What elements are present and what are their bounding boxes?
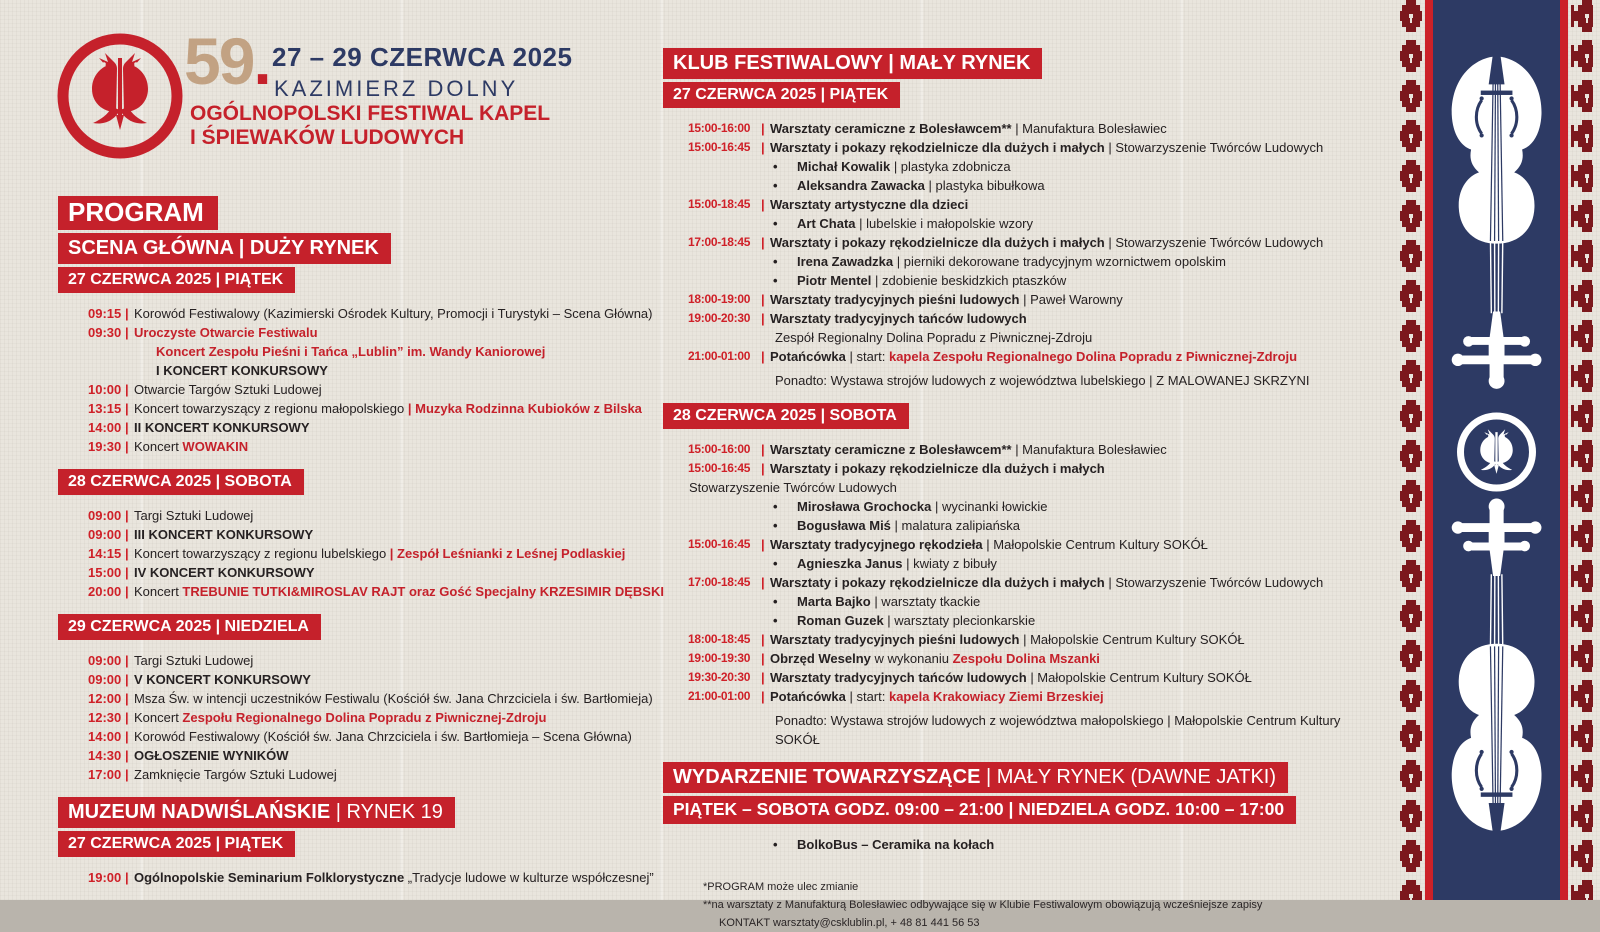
separator-bar: |	[761, 670, 765, 685]
text-segment: | Małopolskie Centrum Kultury SOKÓŁ	[1023, 632, 1245, 647]
text-segment: kapela Zespołu Regionalnego Dolina Popradu z Piwnicznej-Zdroju	[888, 349, 1298, 364]
text-segment: 27 CZERWCA 2025 | PIĄTEK	[673, 86, 889, 103]
text-segment: Marta Bajko	[797, 594, 875, 609]
schedule-rows	[58, 506, 698, 601]
event-time: 18:00-19:00	[688, 292, 751, 306]
separator-bar: |	[761, 349, 765, 364]
separator-bar: |	[761, 689, 765, 704]
text-segment: Koncert	[134, 439, 183, 454]
separator-bar: |	[125, 767, 129, 782]
separator-bar: |	[125, 729, 129, 744]
schedule-row	[58, 323, 698, 342]
footnotes	[663, 878, 1363, 932]
text-segment: Ponadto: Wystawa strojów ludowych z województwa małopolskiego | Małopolskie Centrum Kultury SOKÓŁ	[775, 713, 1341, 747]
text-segment: | Manufaktura Bolesławiec	[1015, 121, 1167, 136]
festival-city: KAZIMIERZ DOLNY	[274, 76, 519, 101]
bullet-icon: •	[773, 499, 778, 514]
event-time: 14:00	[88, 729, 122, 744]
text-segment: kapela Krakowiacy Ziemi Brzeskiej	[888, 689, 1104, 704]
event-time: 13:15	[88, 401, 122, 416]
text-segment: Potańcówka	[770, 349, 850, 364]
text-segment: Michał Kowalik	[797, 159, 894, 174]
schedule-rows	[58, 304, 698, 456]
bullet-icon: •	[773, 254, 778, 269]
text-segment: Warsztaty i pokazy rękodzielnicze dla dużych i małych	[770, 575, 1109, 590]
schedule-row	[663, 176, 1363, 195]
bullet-icon: •	[773, 159, 778, 174]
text-segment: Stowarzyszenie Twórców Ludowych	[689, 480, 897, 495]
separator-bar: |	[761, 575, 765, 590]
schedule-row	[663, 252, 1363, 271]
event-time: 15:00-18:45	[688, 197, 751, 211]
text-segment: MUZEUM NADWIŚLAŃSKIE	[68, 801, 336, 823]
text-segment: | Paweł Warowny	[1023, 292, 1123, 307]
program-section-niedziela	[58, 614, 698, 784]
bullet-icon: •	[773, 518, 778, 533]
separator-bar: |	[125, 439, 129, 454]
event-time: 12:30	[88, 710, 122, 725]
schedule-row	[663, 347, 1363, 366]
text-segment: Koncert	[134, 710, 183, 725]
separator-bar: |	[761, 311, 765, 326]
text-segment: | RYNEK 19	[335, 801, 443, 823]
event-time: 09:30	[88, 325, 122, 340]
schedule-row	[58, 727, 698, 746]
schedule-row	[663, 478, 1363, 497]
text-segment: Warsztaty tradycyjnych pieśni ludowych	[770, 632, 1024, 647]
schedule-row	[663, 328, 1363, 347]
text-segment: | zdobienie beskidzkich ptaszków	[875, 273, 1067, 288]
schedule-row	[58, 563, 698, 582]
text-segment: Koncert Zespołu Pieśni i Tańca „Lublin” im. Wandy Kaniorowej	[156, 344, 546, 359]
text-segment: | Manufaktura Bolesławiec	[1015, 442, 1167, 457]
text-segment: Targi Sztuki Ludowej	[134, 508, 254, 523]
text-segment: Zespół Regionalny Dolina Popradu z Piwnicznej-Zdroju	[775, 330, 1093, 345]
program-section-klub-sobota	[663, 403, 1363, 749]
schedule-rows	[663, 440, 1363, 749]
text-segment: Korowód Festiwalowy (Kazimierski Ośrodek Kultury, Promocji i Turystyki – Scena Główna)	[134, 306, 653, 321]
program-section-muzeum	[58, 797, 698, 887]
text-segment: Koncert towarzyszący z regionu lubelskiego	[134, 546, 390, 561]
event-time: 17:00-18:45	[688, 575, 751, 589]
text-segment: Korowód Festiwalowy (Kościół św. Jana Chrzciciela i św. Bartłomieja – Scena Główna)	[134, 729, 632, 744]
section-header	[58, 469, 304, 495]
text-segment: Warsztaty ceramiczne z Bolesławcem**	[770, 121, 1016, 136]
schedule-row	[58, 544, 698, 563]
schedule-row	[58, 304, 698, 323]
schedule-row	[58, 868, 698, 887]
schedule-row	[58, 361, 698, 380]
text-segment: Art Chata	[797, 216, 860, 231]
text-segment: Uroczyste Otwarcie Festiwalu	[134, 325, 318, 340]
schedule-row	[58, 399, 698, 418]
text-segment: BolkoBus – Ceramika na kołach	[797, 837, 995, 852]
section-header	[58, 267, 295, 293]
event-time: 09:00	[88, 672, 122, 687]
festival-dates: 27 – 29 CZERWCA 2025	[272, 42, 573, 72]
event-time: 19:00-19:30	[688, 651, 751, 665]
text-segment: 29 CZERWCA 2025 | NIEDZIELA	[68, 618, 309, 635]
text-segment: Warsztaty artystyczne dla dzieci	[770, 197, 969, 212]
event-time: 19:00	[88, 870, 122, 885]
text-segment: | wycinanki łowickie	[935, 499, 1048, 514]
text-segment: Roman Guzek	[797, 613, 888, 628]
separator-bar: |	[125, 584, 129, 599]
schedule-row	[58, 437, 698, 456]
schedule-row	[58, 708, 698, 727]
text-segment: PROGRAM	[68, 197, 204, 227]
section-header	[663, 82, 900, 108]
separator-bar: |	[125, 306, 129, 321]
text-segment: Warsztaty tradycyjnych pieśni ludowych	[770, 292, 1024, 307]
event-time: 15:00-16:00	[688, 442, 751, 456]
text-segment: | MAŁY RYNEK	[888, 52, 1031, 74]
schedule-row	[663, 630, 1363, 649]
edition-dot: .	[253, 24, 270, 98]
text-segment: w wykonaniu	[874, 651, 953, 666]
schedule-rows	[58, 868, 698, 887]
text-segment: Bogusława Miś	[797, 518, 895, 533]
text-segment: Warsztaty i pokazy rękodzielnicze dla dużych i małych	[770, 461, 1105, 476]
folk-border-decoration	[1400, 0, 1600, 900]
event-time: 14:00	[88, 420, 122, 435]
event-time: 09:00	[88, 653, 122, 668]
event-time: 19:30	[88, 439, 122, 454]
section-header	[663, 796, 1296, 824]
text-segment: V KONCERT KONKURSOWY	[134, 672, 311, 687]
footnote: KONTAKT warsztaty@csklublin.pl, + 48 81 441 56 53	[719, 917, 980, 929]
separator-bar: |	[125, 546, 129, 561]
separator-bar: |	[125, 691, 129, 706]
event-time: 10:00	[88, 382, 122, 397]
schedule-row	[663, 138, 1363, 157]
schedule-row	[58, 651, 698, 670]
text-segment: Koncert towarzyszący z regionu małopolskiego	[134, 401, 408, 416]
section-header	[58, 196, 218, 230]
separator-bar: |	[125, 420, 129, 435]
schedule-row	[663, 687, 1363, 706]
event-time: 21:00-01:00	[688, 689, 751, 703]
text-segment: PIĄTEK – SOBOTA GODZ. 09:00 – 21:00 | NIEDZIELA GODZ. 10:00 – 17:00	[673, 799, 1285, 819]
schedule-row	[58, 670, 698, 689]
text-segment: | start:	[849, 349, 889, 364]
text-segment: | Stowarzyszenie Twórców Ludowych	[1108, 575, 1324, 590]
section-header	[663, 762, 1288, 793]
text-segment: | plastyka zdobnicza	[893, 159, 1011, 174]
schedule-row	[663, 592, 1363, 611]
text-segment: Irena Zawadzka	[797, 254, 897, 269]
event-time: 21:00-01:00	[688, 349, 751, 363]
text-segment: II KONCERT KONKURSOWY	[134, 420, 310, 435]
program-section-sobota	[58, 469, 698, 601]
text-segment: Warsztaty i pokazy rękodzielnicze dla dużych i małych	[770, 235, 1109, 250]
bullet-icon: •	[773, 273, 778, 288]
schedule-rows	[663, 835, 1363, 854]
text-segment: | warsztaty plecionkarskie	[887, 613, 1036, 628]
schedule-row	[663, 535, 1363, 554]
text-segment: KLUB FESTIWALOWY	[673, 52, 889, 74]
schedule-row	[663, 611, 1363, 630]
festival-logo-icon	[54, 30, 186, 162]
separator-bar: |	[761, 292, 765, 307]
text-segment: | plastyka bibułkowa	[928, 178, 1045, 193]
program-section-klub-piatek	[663, 48, 1363, 390]
text-segment: 28 CZERWCA 2025 | SOBOTA	[68, 473, 292, 490]
separator-bar: |	[125, 401, 129, 416]
footnote: *PROGRAM może ulec zmianie	[703, 881, 859, 893]
text-segment: Obrzęd Weselny	[770, 651, 875, 666]
bullet-icon: •	[773, 556, 778, 571]
text-segment: 27 CZERWCA 2025 | PIĄTEK	[68, 835, 284, 852]
event-time: 09:00	[88, 508, 122, 523]
text-segment: Agnieszka Janus	[797, 556, 907, 571]
schedule-row	[663, 309, 1363, 328]
text-segment: Msza Św. w intencji uczestników Festiwalu (Kościół św. Jana Chrzciciela i św. Bartłomieja)	[134, 691, 653, 706]
text-segment: | malatura zalipiańska	[894, 518, 1021, 533]
text-segment: Warsztaty tradycyjnych tańców ludowych	[770, 311, 1027, 326]
separator-bar: |	[761, 651, 765, 666]
schedule-row	[663, 119, 1363, 138]
schedule-row	[663, 573, 1363, 592]
section-header	[58, 831, 295, 857]
text-segment: | Małopolskie Centrum Kultury SOKÓŁ	[1030, 670, 1252, 685]
section-header	[58, 233, 391, 264]
text-segment: | start:	[849, 689, 889, 704]
event-time: 15:00-16:45	[688, 537, 751, 551]
separator-bar: |	[761, 632, 765, 647]
section-header	[663, 403, 909, 429]
schedule-row	[663, 459, 1363, 478]
schedule-row	[58, 418, 698, 437]
text-segment: | warsztaty tkackie	[874, 594, 981, 609]
text-segment: I KONCERT KONKURSOWY	[156, 363, 328, 378]
separator-bar: |	[125, 653, 129, 668]
section-header	[58, 797, 455, 828]
text-segment: | lubelskie i małopolskie wzory	[859, 216, 1034, 231]
schedule-row	[58, 746, 698, 765]
event-time: 19:00-20:30	[688, 311, 751, 325]
festival-title-line1: OGÓLNOPOLSKI FESTIWAL KAPEL	[190, 102, 551, 125]
text-segment: Otwarcie Targów Sztuki Ludowej	[134, 382, 322, 397]
event-time: 20:00	[88, 584, 122, 599]
stitch-pattern-left	[1400, 0, 1422, 900]
schedule-row	[58, 765, 698, 784]
festival-title	[190, 102, 550, 150]
separator-bar: |	[125, 710, 129, 725]
schedule-row	[663, 157, 1363, 176]
section-header	[663, 48, 1042, 79]
event-time: 17:00	[88, 767, 122, 782]
text-segment: Warsztaty tradycyjnych tańców ludowych	[770, 670, 1031, 685]
schedule-row	[663, 711, 1357, 749]
program-column-right	[663, 48, 1363, 932]
text-segment: Warsztaty ceramiczne z Bolesławcem**	[770, 442, 1016, 457]
text-segment: 27 CZERWCA 2025 | PIĄTEK	[68, 271, 284, 288]
text-segment: Aleksandra Zawacka	[797, 178, 929, 193]
text-segment: Warsztaty tradycyjnego rękodzieła	[770, 537, 987, 552]
program-section-scena-glowna	[58, 196, 698, 456]
separator-bar: |	[761, 461, 765, 476]
text-segment: Mirosława Grochocka	[797, 499, 935, 514]
schedule-rows	[663, 119, 1363, 390]
text-segment: | DUŻY RYNEK	[238, 237, 379, 259]
program-section-wydarzenie	[663, 762, 1363, 854]
event-time: 14:30	[88, 748, 122, 763]
event-time: 15:00-16:45	[688, 461, 751, 475]
schedule-row	[663, 516, 1363, 535]
text-segment: Ogólnopolskie Seminarium Folklorystyczne	[134, 870, 408, 885]
separator-bar: |	[761, 537, 765, 552]
separator-bar: |	[125, 527, 129, 542]
schedule-row	[663, 554, 1363, 573]
text-segment: Piotr Mentel	[797, 273, 876, 288]
schedule-row	[663, 195, 1363, 214]
section-header	[58, 614, 321, 640]
text-segment: III KONCERT KONKURSOWY	[134, 527, 314, 542]
text-segment: | Małopolskie Centrum Kultury SOKÓŁ	[986, 537, 1208, 552]
event-time: 17:00-18:45	[688, 235, 751, 249]
text-segment: SCENA GŁÓWNA	[68, 237, 239, 259]
schedule-row	[663, 233, 1363, 252]
event-time: 18:00-18:45	[688, 632, 751, 646]
text-segment: IV KONCERT KONKURSOWY	[134, 565, 315, 580]
text-segment: 28 CZERWCA 2025 | SOBOTA	[673, 407, 897, 424]
separator-bar: |	[125, 382, 129, 397]
schedule-row	[663, 214, 1363, 233]
text-segment: OGŁOSZENIE WYNIKÓW	[134, 748, 289, 763]
text-segment: WOWAKIN	[182, 439, 249, 454]
text-segment: Zamknięcie Targów Sztuki Ludowej	[134, 767, 337, 782]
schedule-row	[58, 380, 698, 399]
schedule-row	[663, 835, 1363, 854]
text-segment: | Stowarzyszenie Twórców Ludowych	[1108, 235, 1324, 250]
event-time: 14:15	[88, 546, 122, 561]
bullet-icon: •	[773, 613, 778, 628]
schedule-row	[663, 290, 1363, 309]
text-segment: | pierniki dekorowane tradycyjnym wzornictwem opolskim	[896, 254, 1226, 269]
text-segment: | Stowarzyszenie Twórców Ludowych	[1108, 140, 1324, 155]
separator-bar: |	[125, 672, 129, 687]
separator-bar: |	[761, 140, 765, 155]
separator-bar: |	[761, 121, 765, 136]
festival-title-line2: I ŚPIEWAKÓW LUDOWYCH	[190, 126, 465, 149]
separator-bar: |	[125, 870, 129, 885]
text-segment: Zespołu Dolina Mszanki	[952, 651, 1100, 666]
separator-bar: |	[125, 325, 129, 340]
text-segment: WYDARZENIE TOWARZYSZĄCE	[673, 766, 986, 788]
text-segment: TREBUNIE TUTKI&MIROSLAV RAJT oraz Gość Specjalny KRZESIMIR DĘBSKI	[182, 584, 664, 599]
bullet-icon: •	[773, 594, 778, 609]
schedule-row	[663, 668, 1363, 687]
stitch-pattern-right	[1571, 0, 1593, 900]
event-time: 12:00	[88, 691, 122, 706]
schedule-row	[663, 371, 1357, 390]
event-time: 09:15	[88, 306, 122, 321]
separator-bar: |	[125, 508, 129, 523]
text-segment: | Zespół Leśnianki z Leśnej Podlaskiej	[389, 546, 626, 561]
text-segment: Zespołu Regionalnego Dolina Popradu z Piwnicznej-Zdroju	[182, 710, 547, 725]
bullet-icon: •	[773, 216, 778, 231]
bullet-icon: •	[773, 837, 778, 852]
schedule-row	[663, 497, 1363, 516]
schedule-row	[663, 271, 1363, 290]
schedule-row	[58, 525, 698, 544]
text-segment: „Tradycje ludowe w kulturze współczesnej”	[407, 870, 654, 885]
event-time: 09:00	[88, 527, 122, 542]
text-segment: | Muzyka Rodzinna Kubioków z Bilska	[407, 401, 642, 416]
text-segment: | MAŁY RYNEK (DAWNE JATKI)	[985, 766, 1277, 788]
schedule-rows	[58, 651, 698, 784]
masthead	[0, 0, 700, 190]
text-segment: Koncert	[134, 584, 183, 599]
text-segment: | kwiaty z bibuły	[906, 556, 997, 571]
event-time: 15:00-16:45	[688, 140, 751, 154]
schedule-row	[58, 689, 698, 708]
event-time: 15:00-16:00	[688, 121, 751, 135]
event-time: 15:00	[88, 565, 122, 580]
program-column-left	[58, 196, 698, 900]
right-sections	[663, 48, 1363, 854]
schedule-row	[58, 342, 698, 361]
text-segment: Ponadto: Wystawa strojów ludowych z województwa lubelskiego | Z MALOWANEJ SKRZYNI	[775, 373, 1310, 388]
event-time: 19:30-20:30	[688, 670, 751, 684]
bullet-icon: •	[773, 178, 778, 193]
text-segment: Warsztaty i pokazy rękodzielnicze dla dużych i małych	[770, 140, 1109, 155]
footnote: **na warsztaty z Manufakturą Bolesławiec odbywające się w Klubie Festiwalowym obowiązują wcześniejsze zapisy	[703, 899, 1263, 911]
schedule-row	[58, 506, 698, 525]
separator-bar: |	[761, 235, 765, 250]
schedule-row	[663, 440, 1363, 459]
text-segment: Targi Sztuki Ludowej	[134, 653, 254, 668]
text-segment: Potańcówka	[770, 689, 850, 704]
separator-bar: |	[761, 442, 765, 457]
separator-bar: |	[125, 565, 129, 580]
edition-number	[184, 24, 270, 98]
schedule-row	[58, 582, 698, 601]
schedule-row	[663, 649, 1363, 668]
separator-bar: |	[761, 197, 765, 212]
edition-digits: 59	[184, 24, 254, 98]
separator-bar: |	[125, 748, 129, 763]
